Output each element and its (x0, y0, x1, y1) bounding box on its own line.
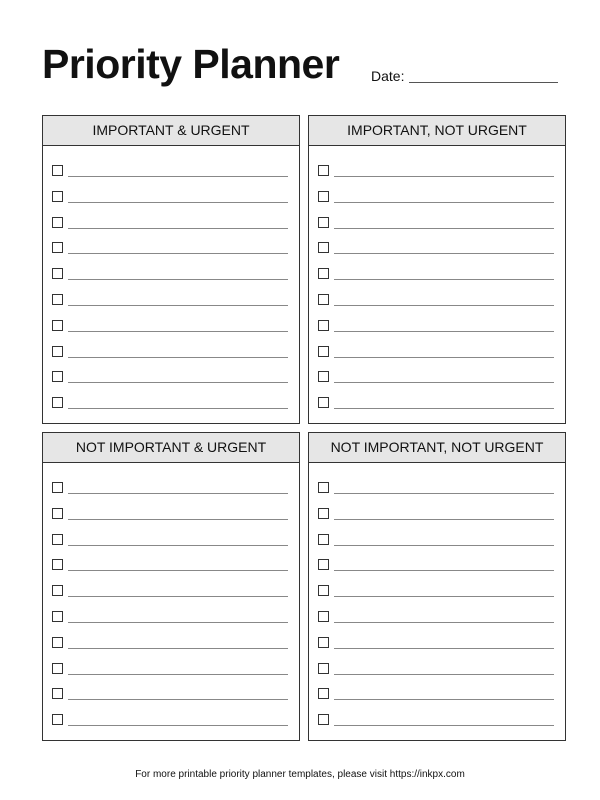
checklist-item (43, 534, 299, 548)
checkbox[interactable] (52, 611, 63, 622)
task-line-field[interactable] (334, 357, 554, 358)
task-line-field[interactable] (334, 596, 554, 597)
checklist-item (309, 559, 565, 573)
task-line-field[interactable] (68, 408, 288, 409)
checkbox[interactable] (52, 320, 63, 331)
checklist-item (43, 217, 299, 231)
task-line-field[interactable] (334, 622, 554, 623)
checkbox[interactable] (318, 294, 329, 305)
checklist-item (309, 320, 565, 334)
checklist-item (309, 688, 565, 702)
checklist-item (309, 346, 565, 360)
task-line-field[interactable] (334, 519, 554, 520)
task-line-field[interactable] (334, 331, 554, 332)
task-line-field[interactable] (334, 279, 554, 280)
task-line-field[interactable] (334, 382, 554, 383)
checkbox[interactable] (318, 242, 329, 253)
task-line-field[interactable] (68, 545, 288, 546)
checklist-item (43, 637, 299, 651)
checklist-item (309, 714, 565, 728)
task-line-field[interactable] (334, 305, 554, 306)
quadrant-title: IMPORTANT, NOT URGENT (309, 116, 565, 146)
checkbox[interactable] (318, 714, 329, 725)
page-title: Priority Planner (42, 41, 340, 87)
checklist-item (43, 663, 299, 677)
task-line-field[interactable] (334, 570, 554, 571)
checkbox[interactable] (318, 508, 329, 519)
checkbox[interactable] (318, 559, 329, 570)
task-line-field[interactable] (68, 357, 288, 358)
checklist-item (43, 371, 299, 385)
date-label: Date: (371, 68, 405, 84)
checkbox[interactable] (52, 482, 63, 493)
task-line-field[interactable] (68, 382, 288, 383)
task-line-field[interactable] (68, 253, 288, 254)
checkbox[interactable] (52, 397, 63, 408)
checklist-item (43, 242, 299, 256)
checkbox[interactable] (52, 534, 63, 545)
quadrant-important-urgent (42, 115, 300, 424)
checklist-item (309, 294, 565, 308)
checklist-item (309, 268, 565, 282)
checklist-item (43, 714, 299, 728)
checklist-item (43, 268, 299, 282)
checkbox[interactable] (318, 371, 329, 382)
checkbox[interactable] (318, 534, 329, 545)
checklist-item (309, 191, 565, 205)
quadrant-title: NOT IMPORTANT, NOT URGENT (309, 433, 565, 463)
checklist-item (309, 637, 565, 651)
checkbox[interactable] (52, 559, 63, 570)
checklist-item (43, 482, 299, 496)
checkbox[interactable] (318, 217, 329, 228)
task-line-field[interactable] (68, 570, 288, 571)
task-line-field[interactable] (68, 202, 288, 203)
checkbox[interactable] (52, 346, 63, 357)
checkbox[interactable] (318, 688, 329, 699)
checkbox[interactable] (52, 585, 63, 596)
checkbox[interactable] (318, 165, 329, 176)
checklist-item (309, 534, 565, 548)
checklist-item (43, 397, 299, 411)
checkbox[interactable] (52, 268, 63, 279)
checklist-item (309, 611, 565, 625)
checkbox[interactable] (52, 663, 63, 674)
task-line-field[interactable] (334, 545, 554, 546)
task-line-field[interactable] (68, 519, 288, 520)
checkbox[interactable] (52, 242, 63, 253)
task-line-field[interactable] (334, 699, 554, 700)
checklist-item (43, 585, 299, 599)
checklist-item (309, 217, 565, 231)
checkbox[interactable] (318, 611, 329, 622)
checkbox[interactable] (318, 191, 329, 202)
checklist-item (309, 482, 565, 496)
task-line-field[interactable] (334, 674, 554, 675)
checkbox[interactable] (52, 191, 63, 202)
checklist-item (309, 371, 565, 385)
checklist-item (43, 346, 299, 360)
checklist-item (309, 165, 565, 179)
task-line-field[interactable] (68, 176, 288, 177)
task-line-field[interactable] (68, 305, 288, 306)
checklist-item (309, 585, 565, 599)
task-line-field[interactable] (68, 648, 288, 649)
checklist-item (43, 508, 299, 522)
checkbox[interactable] (52, 165, 63, 176)
task-line-field[interactable] (334, 176, 554, 177)
task-line-field[interactable] (334, 228, 554, 229)
checklist-item (43, 320, 299, 334)
checkbox[interactable] (318, 346, 329, 357)
task-line-field[interactable] (68, 699, 288, 700)
quadrant-important-not-urgent (308, 115, 566, 424)
task-line-field[interactable] (68, 674, 288, 675)
quadrant-title: IMPORTANT & URGENT (43, 116, 299, 146)
checkbox[interactable] (318, 637, 329, 648)
quadrant-not-important-not-urgent (308, 432, 566, 741)
task-line-field[interactable] (68, 279, 288, 280)
task-line-field[interactable] (68, 725, 288, 726)
checkbox[interactable] (52, 294, 63, 305)
quadrant-not-important-urgent (42, 432, 300, 741)
task-line-field[interactable] (68, 622, 288, 623)
task-line-field[interactable] (68, 493, 288, 494)
checklist-item (309, 663, 565, 677)
checkbox[interactable] (318, 397, 329, 408)
checkbox[interactable] (318, 482, 329, 493)
checkbox[interactable] (52, 714, 63, 725)
task-line-field[interactable] (334, 408, 554, 409)
task-line-field[interactable] (334, 648, 554, 649)
checkbox[interactable] (52, 217, 63, 228)
checklist-item (43, 294, 299, 308)
task-line-field[interactable] (334, 493, 554, 494)
checkbox[interactable] (318, 268, 329, 279)
task-line-field[interactable] (334, 725, 554, 726)
checkbox[interactable] (52, 371, 63, 382)
task-line-field[interactable] (68, 228, 288, 229)
checklist-item (43, 688, 299, 702)
checkbox[interactable] (318, 320, 329, 331)
task-line-field[interactable] (334, 202, 554, 203)
checklist-item (309, 397, 565, 411)
checklist-item (43, 191, 299, 205)
checklist-item (43, 559, 299, 573)
checklist-item (309, 242, 565, 256)
checklist-item (43, 165, 299, 179)
footer-note: For more printable priority planner templates, please visit https://inkpx.com (135, 769, 465, 780)
checkbox[interactable] (318, 663, 329, 674)
quadrant-title: NOT IMPORTANT & URGENT (43, 433, 299, 463)
checklist-item (43, 611, 299, 625)
checkbox[interactable] (318, 585, 329, 596)
task-line-field[interactable] (334, 253, 554, 254)
checkbox[interactable] (52, 637, 63, 648)
checklist-item (309, 508, 565, 522)
date-field[interactable] (409, 82, 558, 83)
checkbox[interactable] (52, 688, 63, 699)
task-line-field[interactable] (68, 596, 288, 597)
checkbox[interactable] (52, 508, 63, 519)
task-line-field[interactable] (68, 331, 288, 332)
